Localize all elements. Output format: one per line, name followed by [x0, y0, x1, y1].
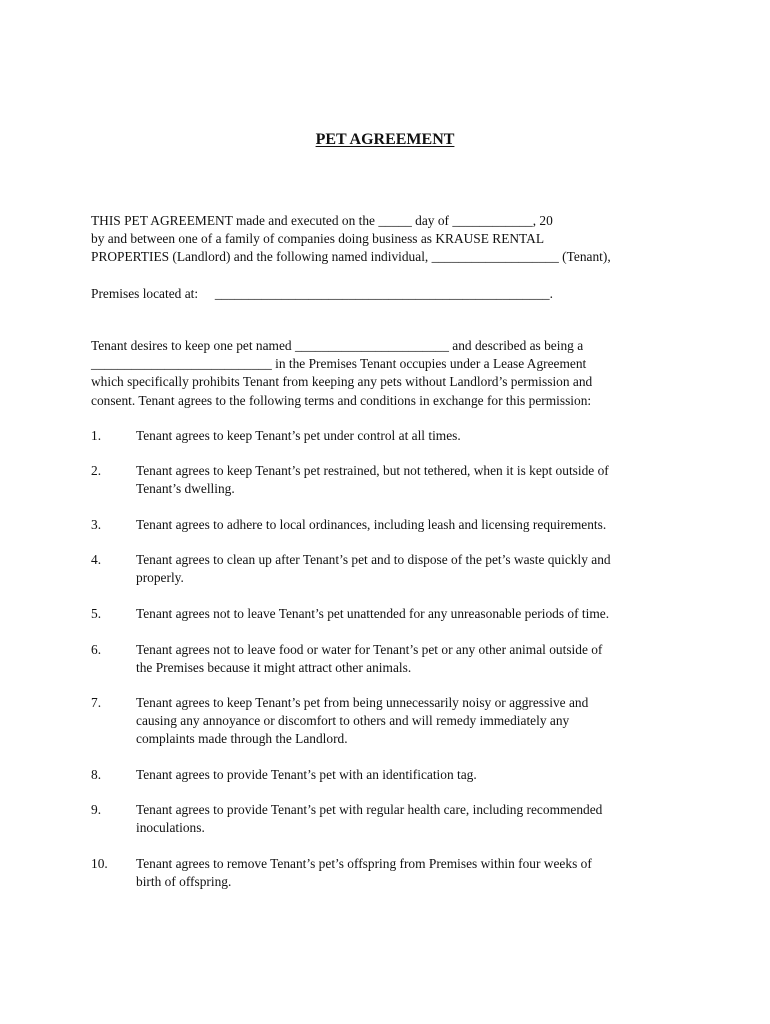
- document-title: [0, 130, 770, 150]
- premises-line: [91, 285, 691, 303]
- intro-line-3: PROPERTIES (Landlord) and the following named individual, ___________________ (Tenant),: [91, 249, 611, 265]
- intro-line-1: THIS PET AGREEMENT made and executed on the _____ day of ____________, 20: [91, 213, 553, 228]
- term-text: [136, 427, 461, 445]
- desire-paragraph: [91, 337, 691, 410]
- term-text: [136, 694, 588, 749]
- term-text-line: Tenant agrees to keep Tenant’s pet under control at all times.: [136, 428, 461, 443]
- term-text-line: Tenant agrees to remove Tenant’s pet’s offspring from Premises within four weeks of: [136, 856, 592, 871]
- term-number: 10.: [91, 856, 108, 871]
- premises-label: Premises located at:: [91, 286, 199, 301]
- term-text: [136, 801, 602, 837]
- term-text-line: Tenant agrees to clean up after Tenant’s pet and to dispose of the pet’s waste quickly and: [136, 552, 611, 567]
- term-text-line: complaints made through the Landlord.: [136, 731, 348, 747]
- term-number: 4.: [91, 552, 102, 567]
- term-text-line: Tenant agrees to keep Tenant’s pet restrained, but not tethered, when it is kept outside of: [136, 463, 609, 478]
- desire-line-3: which specifically prohibits Tenant from keeping any pets without Landlord’s permission and: [91, 374, 593, 390]
- term-text-line: properly.: [136, 570, 184, 586]
- term-text-line: Tenant’s dwelling.: [136, 481, 235, 497]
- term-text: [136, 516, 606, 534]
- term-text-line: Tenant agrees to keep Tenant’s pet from being unnecessarily noisy or aggressive and: [136, 695, 589, 710]
- desire-line-2: ___________________________ in the Premises Tenant occupies under a Lease Agreement: [91, 356, 587, 372]
- term-text-line: birth of offspring.: [136, 874, 232, 890]
- document-title-text: PET AGREEMENT: [315, 131, 455, 148]
- desire-line-1: Tenant desires to keep one pet named _______________________ and described as being a: [91, 338, 584, 353]
- intro-paragraph: [91, 212, 691, 267]
- term-text: [136, 641, 602, 677]
- term-text: [136, 462, 609, 498]
- term-number: 7.: [91, 695, 102, 710]
- premises-blank: __________________________________________________.: [214, 286, 553, 301]
- term-text-line: causing any annoyance or discomfort to others and will remedy immediately any: [136, 713, 570, 729]
- desire-line-4: consent. Tenant agrees to the following terms and conditions in exchange for this permission:: [91, 392, 592, 408]
- term-number: 6.: [91, 642, 102, 657]
- term-text-line: Tenant agrees not to leave Tenant’s pet unattended for any unreasonable periods of time.: [136, 606, 610, 621]
- term-number: 8.: [91, 767, 102, 782]
- term-text-line: Tenant agrees not to leave food or water for Tenant’s pet or any other animal outside of: [136, 642, 603, 657]
- term-text-line: Tenant agrees to provide Tenant’s pet with an identification tag.: [136, 767, 477, 782]
- term-text: [136, 766, 477, 784]
- term-text: [136, 551, 611, 587]
- term-text-line: Tenant agrees to provide Tenant’s pet with regular health care, including recommended: [136, 802, 603, 817]
- term-text: [136, 855, 592, 891]
- term-number: 2.: [91, 463, 102, 478]
- term-text: [136, 605, 609, 623]
- term-number: 5.: [91, 606, 102, 621]
- term-text-line: the Premises because it might attract other animals.: [136, 660, 412, 676]
- intro-line-2: by and between one of a family of companies doing business as KRAUSE RENTAL: [91, 231, 545, 247]
- term-number: 3.: [91, 517, 102, 532]
- term-text-line: inoculations.: [136, 820, 205, 836]
- term-text-line: Tenant agrees to adhere to local ordinances, including leash and licensing requirements.: [136, 517, 607, 532]
- term-number: 1.: [91, 428, 102, 443]
- term-number: 9.: [91, 802, 102, 817]
